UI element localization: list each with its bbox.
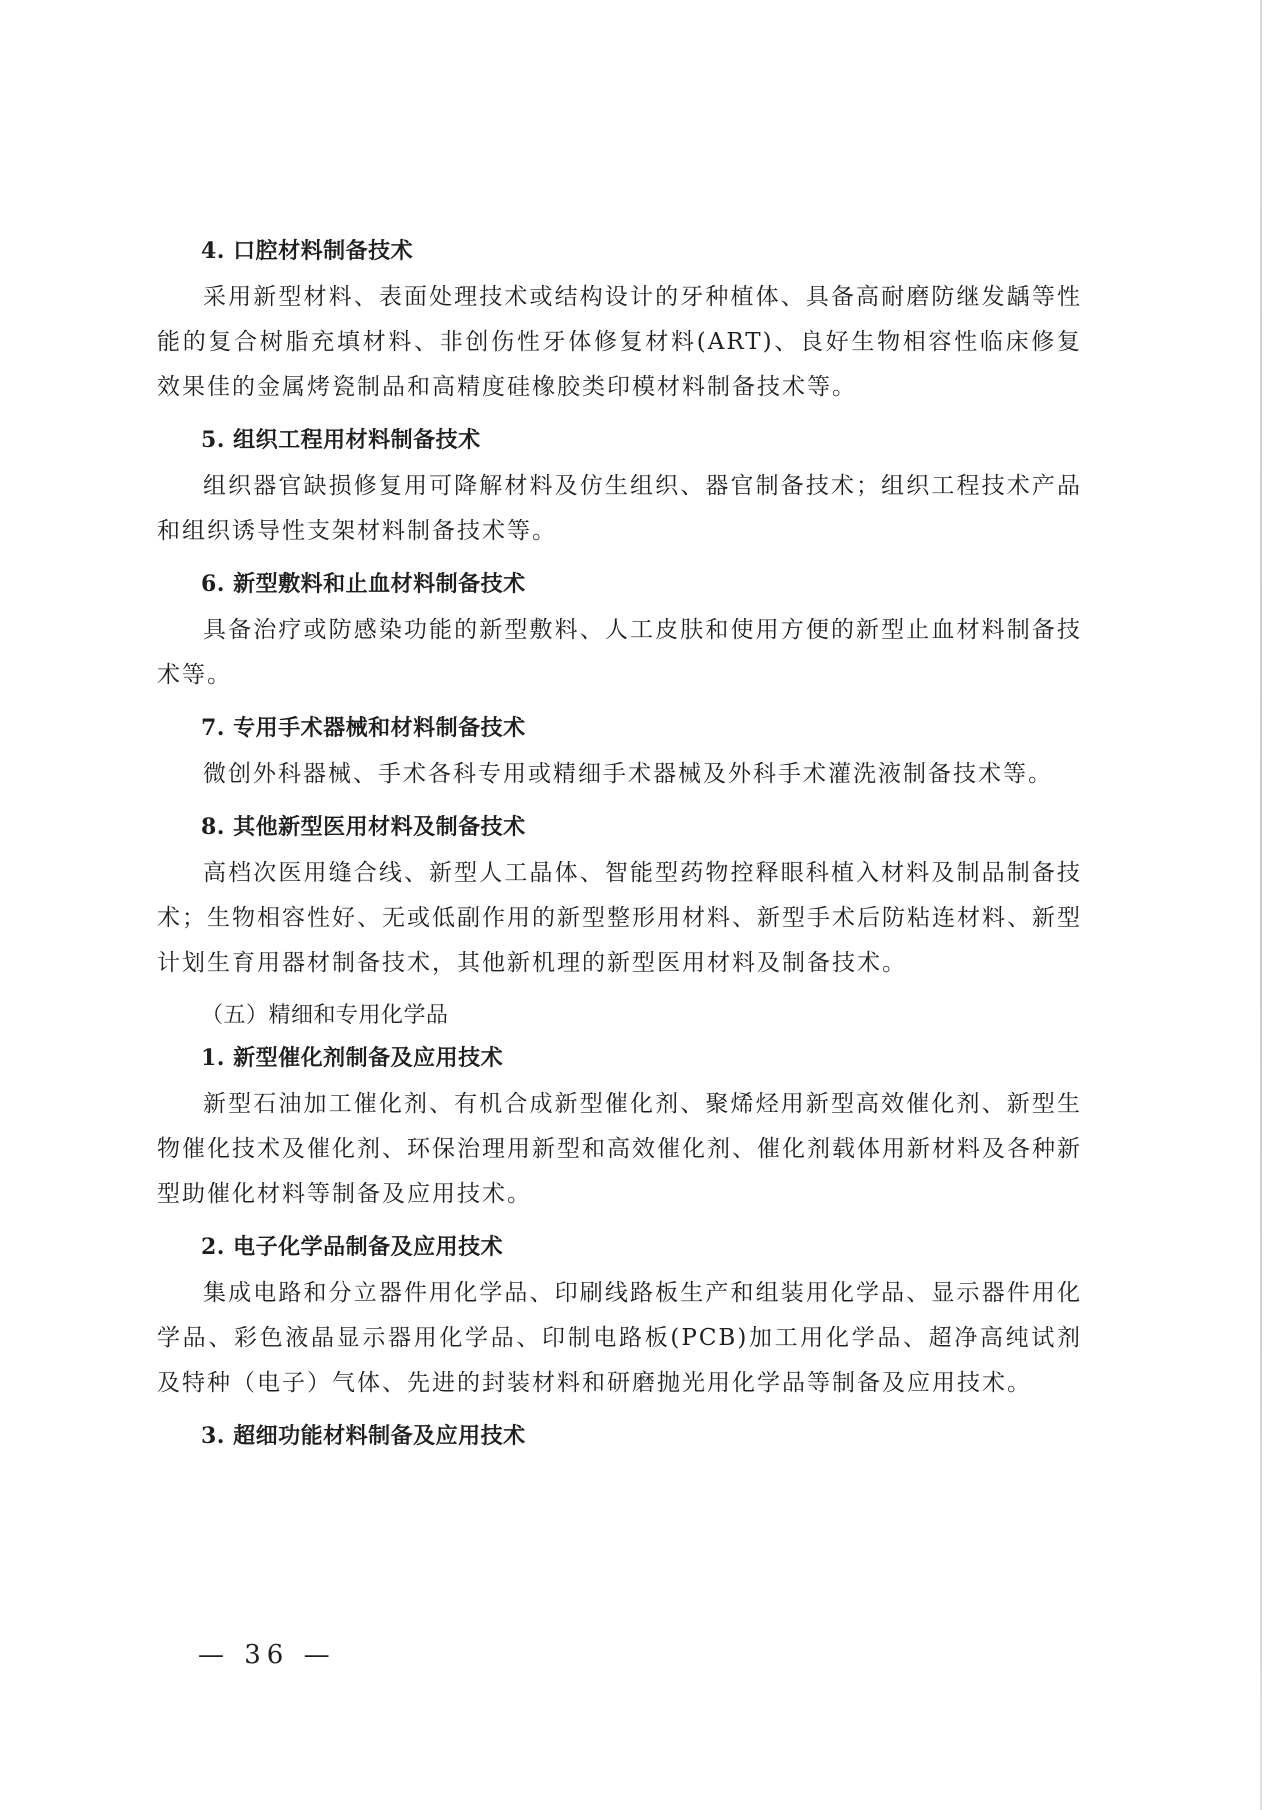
paragraph-oral-materials: 采用新型材料、表面处理技术或结构设计的牙种植体、具备高耐磨防继发龋等性能的复合树脂充填材料、非创伤性牙体修复材料(ART)、良好生物相容性临床修复效果佳的金属烤瓷制品和高精度硅橡胶类印模材料制备技术等。 — [157, 284, 1082, 400]
page-number: — 36 — — [198, 1640, 336, 1670]
paragraph-other-medical-materials: 高档次医用缝合线、新型人工晶体、智能型药物控释眼科植入材料及制品制备技术；生物相容性好、无或低副作用的新型整形用材料、新型手术后防粘连材料、新型计划生育用器材制备技术，其他新机理的新型医用材料及制备技术。 — [157, 860, 1082, 976]
paragraph-dressing-hemostatic: 具备治疗或防感染功能的新型敷料、人工皮肤和使用方便的新型止血材料制备技术等。 — [157, 617, 1082, 688]
heading-electronic-chemicals: 2. 电子化学品制备及应用技术 — [201, 1234, 504, 1260]
heading-surgical-instruments: 7. 专用手术器械和材料制备技术 — [201, 715, 526, 741]
heading-oral-materials: 4. 口腔材料制备技术 — [201, 238, 414, 264]
heading-catalyst: 1. 新型催化剂制备及应用技术 — [201, 1045, 504, 1071]
page-edge — [1260, 0, 1262, 1810]
paragraph-electronic-chemicals: 集成电路和分立器件用化学品、印刷线路板生产和组装用化学品、显示器件用化学品、彩色液晶显示器用化学品、印制电路板(PCB)加工用化学品、超净高纯试剂及特种（电子）气体、先进的封装材料和研磨抛光用化学品等制备及应用技术。 — [157, 1280, 1082, 1396]
heading-tissue-engineering: 5. 组织工程用材料制备技术 — [201, 427, 481, 453]
heading-ultrafine-materials: 3. 超细功能材料制备及应用技术 — [201, 1423, 526, 1449]
paragraph-tissue-engineering: 组织器官缺损修复用可降解材料及仿生组织、器官制备技术；组织工程技术产品和组织诱导性支架材料制备技术等。 — [157, 473, 1082, 544]
heading-dressing-hemostatic: 6. 新型敷料和止血材料制备技术 — [201, 571, 526, 597]
document-body — [157, 233, 1082, 1460]
paragraph-surgical-instruments: 微创外科器械、手术各科专用或精细手术器械及外科手术灌洗液制备技术等。 — [203, 761, 1053, 787]
heading-other-medical-materials: 8. 其他新型医用材料及制备技术 — [201, 814, 526, 840]
paragraph-catalyst: 新型石油加工催化剂、有机合成新型催化剂、聚烯烃用新型高效催化剂、新型生物催化技术及催化剂、环保治理用新型和高效催化剂、催化剂载体用新材料及各种新型助催化材料等制备及应用技术。 — [157, 1091, 1082, 1207]
section-heading-fine-chemicals: （五）精细和专用化学品 — [201, 1003, 449, 1028]
